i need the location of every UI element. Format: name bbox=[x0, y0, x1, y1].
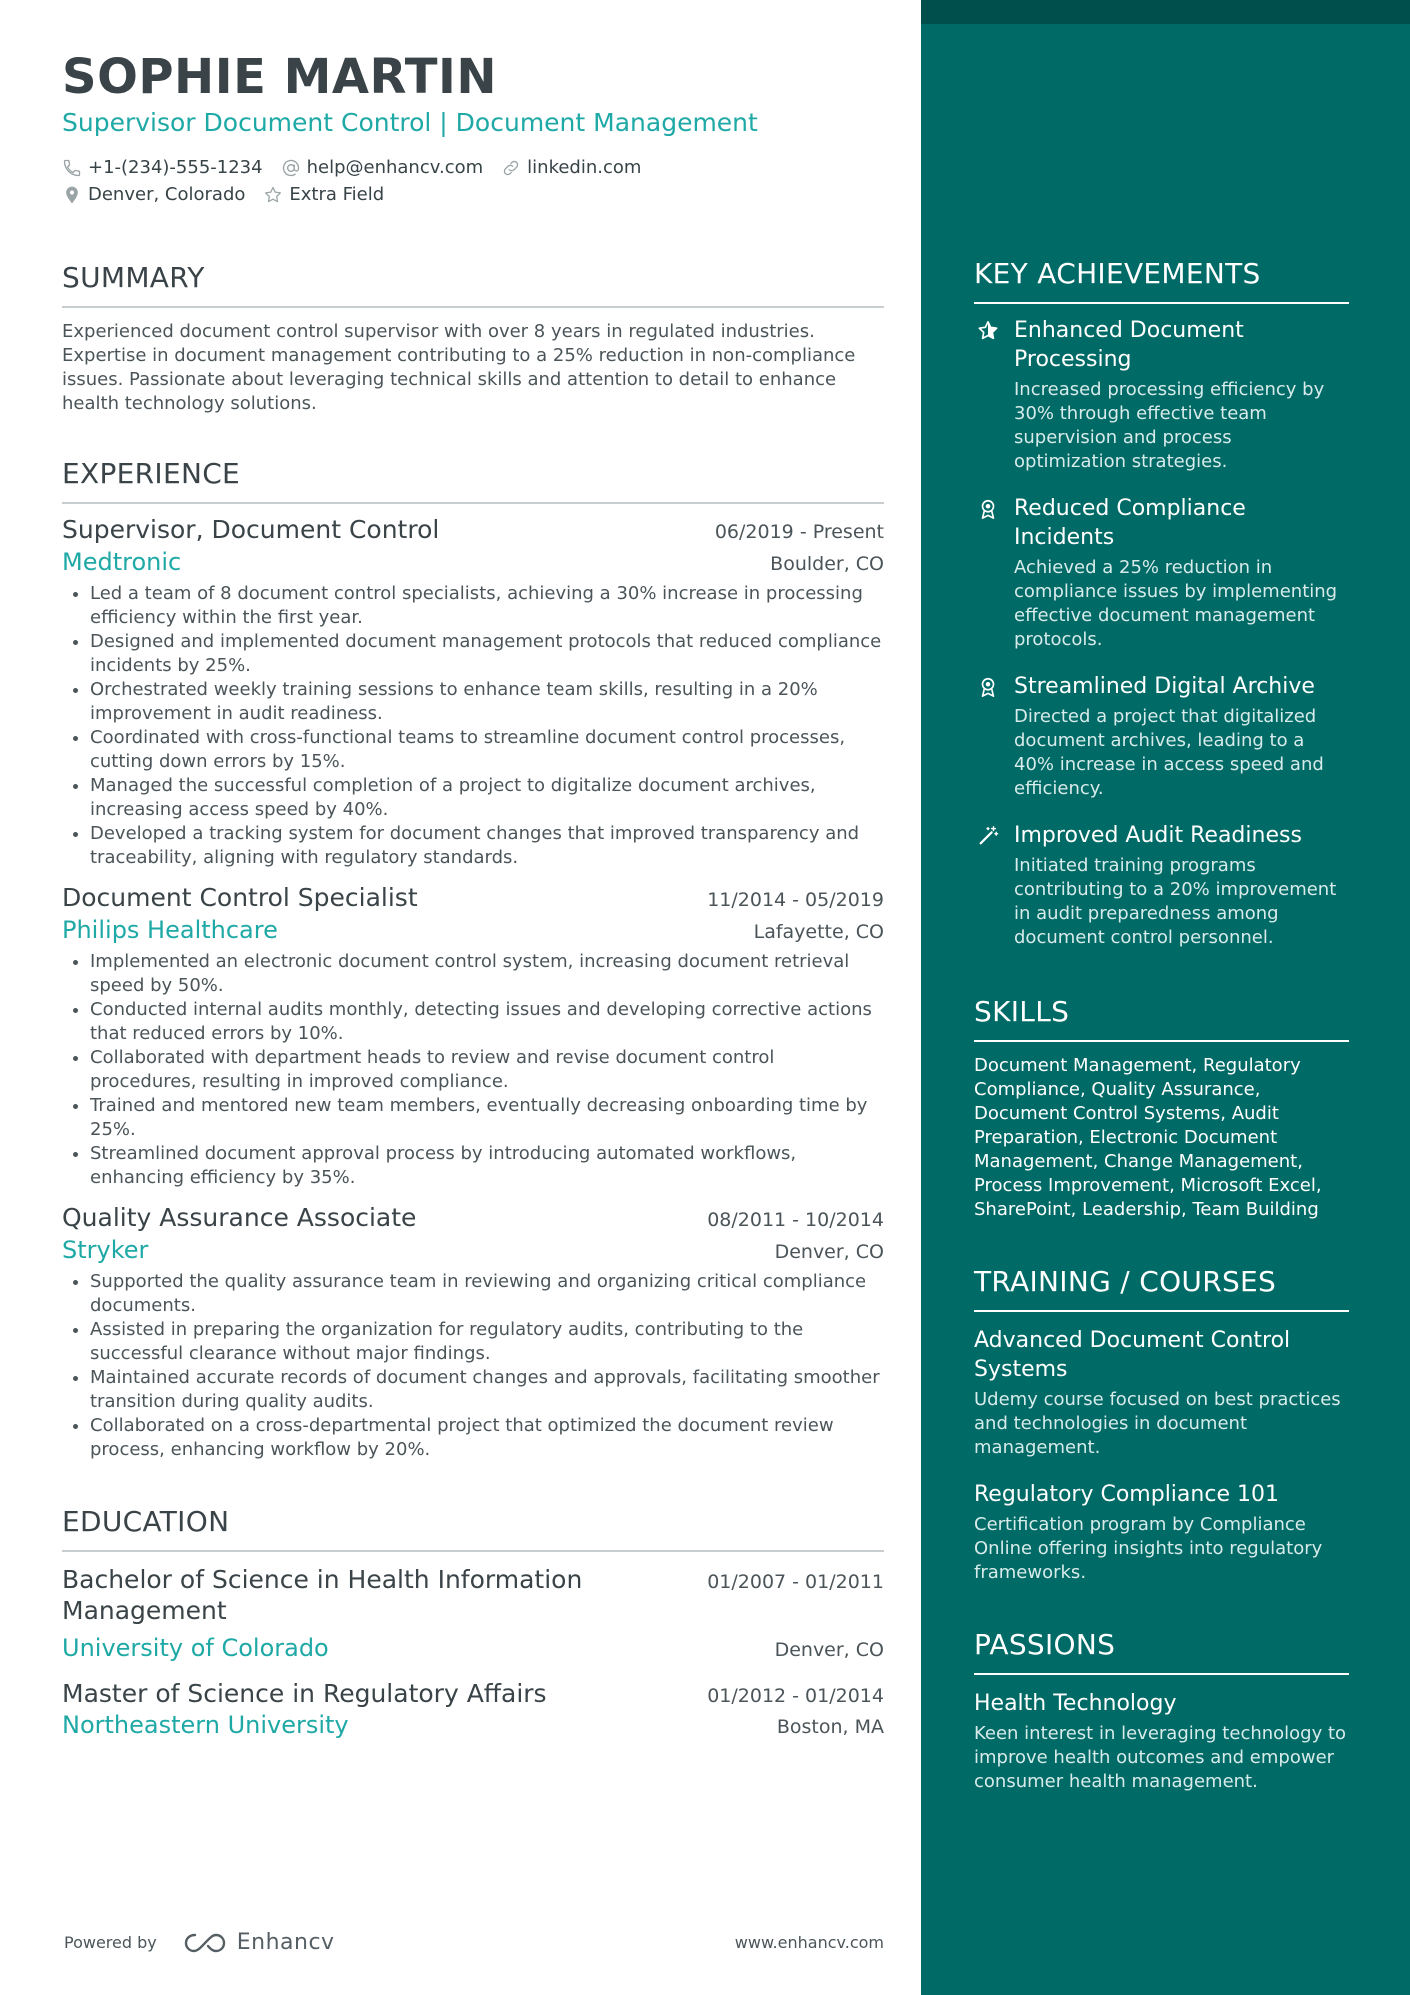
location-pin-icon bbox=[62, 185, 82, 205]
summary-section bbox=[62, 260, 884, 416]
section-divider bbox=[62, 1550, 884, 1552]
job-entry bbox=[62, 514, 884, 870]
award-icon bbox=[974, 494, 1002, 522]
achievement-item bbox=[974, 494, 1349, 652]
degree-title: Master of Science in Regulatory Affairs bbox=[62, 1679, 547, 1708]
achievement-item bbox=[974, 821, 1349, 950]
bullet-item: • Designed and implemented document management protocols that reduced compliance incidents by 25%. bbox=[90, 630, 884, 678]
job-company: Philips Healthcare bbox=[62, 916, 278, 944]
education-title: EDUCATION bbox=[62, 1505, 230, 1538]
job-bullets bbox=[62, 950, 884, 1190]
job-title: Supervisor, Document Control bbox=[62, 515, 440, 544]
contact-info bbox=[62, 154, 884, 208]
candidate-role: Supervisor Document Control | Document Management bbox=[62, 108, 758, 137]
phone-icon bbox=[62, 158, 82, 178]
job-location: Lafayette, CO bbox=[753, 921, 884, 943]
enhancv-logo-icon bbox=[183, 1931, 229, 1955]
passion-heading: Health Technology bbox=[974, 1691, 1177, 1716]
section-divider bbox=[974, 302, 1349, 304]
summary-text: Experienced document control supervisor with over 8 years in regulated industries. Expertise in document management contributing to a 25% reduction in non-compliance issues. Passionate about leveraging technical skills and attention to detail to enhance health technology solutions. bbox=[62, 321, 856, 414]
passions-title: PASSIONS bbox=[974, 1628, 1116, 1661]
course-item bbox=[974, 1480, 1349, 1585]
powered-by bbox=[64, 1930, 335, 1955]
education-dates: 01/2007 - 01/2011 bbox=[707, 1571, 884, 1593]
bullet-item: • Led a team of 8 document control specialists, achieving a 30% increase in processing efficiency within the first year. bbox=[90, 582, 884, 630]
powered-by-label: Powered by bbox=[64, 1933, 157, 1952]
section-divider bbox=[974, 1310, 1349, 1312]
job-title: Quality Assurance Associate bbox=[62, 1203, 417, 1232]
achievement-heading: Reduced Compliance Incidents bbox=[1014, 496, 1246, 550]
bullet-item: • Maintained accurate records of document changes and approvals, facilitating smoother transition during quality audits. bbox=[90, 1366, 884, 1414]
section-divider bbox=[974, 1673, 1349, 1675]
course-heading: Advanced Document Control Systems bbox=[974, 1328, 1291, 1382]
main-column bbox=[62, 48, 884, 1741]
job-company: Medtronic bbox=[62, 548, 182, 576]
school-location: Denver, CO bbox=[774, 1639, 884, 1661]
achievement-heading: Improved Audit Readiness bbox=[1014, 823, 1302, 848]
sidebar-top-band bbox=[921, 0, 1410, 24]
bullet-item: • Supported the quality assurance team in reviewing and organizing critical compliance documents. bbox=[90, 1270, 884, 1318]
magic-wand-icon bbox=[974, 821, 1002, 849]
education-entry bbox=[62, 1564, 884, 1664]
at-icon bbox=[281, 158, 301, 178]
job-location: Boulder, CO bbox=[770, 553, 884, 575]
passions-section bbox=[974, 1627, 1349, 1794]
course-text: Udemy course focused on best practices and technologies in document management. bbox=[974, 1389, 1341, 1458]
section-divider bbox=[62, 502, 884, 504]
education-dates: 01/2012 - 01/2014 bbox=[707, 1685, 884, 1707]
course-heading: Regulatory Compliance 101 bbox=[974, 1482, 1279, 1507]
achievement-text: Initiated training programs contributing to a 20% improvement in audit preparedness among document control personnel. bbox=[1014, 855, 1337, 948]
achievement-heading: Streamlined Digital Archive bbox=[1014, 674, 1315, 699]
school-name: University of Colorado bbox=[62, 1634, 329, 1662]
training-title: TRAINING / COURSES bbox=[974, 1265, 1277, 1298]
job-title: Document Control Specialist bbox=[62, 883, 418, 912]
passion-item bbox=[974, 1689, 1349, 1794]
bullet-item: • Collaborated with department heads to review and revise document control procedures, resulting in improved compliance. bbox=[90, 1046, 884, 1094]
bullet-item: • Implemented an electronic document control system, increasing document retrieval speed by 50%. bbox=[90, 950, 884, 998]
bullet-item: • Managed the successful completion of a project to digitalize document archives, increasing access speed by 40%. bbox=[90, 774, 884, 822]
location-text: Denver, Colorado bbox=[88, 184, 246, 205]
achievement-item bbox=[974, 316, 1349, 474]
linkedin-text: linkedin.com bbox=[527, 157, 642, 178]
star-icon bbox=[974, 316, 1002, 344]
bullet-item: • Conducted internal audits monthly, detecting issues and developing corrective actions that reduced errors by 10%. bbox=[90, 998, 884, 1046]
job-entry bbox=[62, 882, 884, 1190]
achievement-text: Increased processing efficiency by 30% through effective team supervision and process optimization strategies. bbox=[1014, 379, 1325, 472]
brand-name: Enhancv bbox=[236, 1930, 335, 1955]
brand-logo[interactable] bbox=[183, 1930, 335, 1955]
course-item bbox=[974, 1326, 1349, 1460]
bullet-item: • Trained and mentored new team members, eventually decreasing onboarding time by 25%. bbox=[90, 1094, 884, 1142]
school-location: Boston, MA bbox=[776, 1716, 884, 1738]
link-icon bbox=[501, 158, 521, 178]
achievement-item bbox=[974, 672, 1349, 801]
bullet-item: • Assisted in preparing the organization for regulatory audits, contributing to the successful clearance without major findings. bbox=[90, 1318, 884, 1366]
job-dates: 06/2019 - Present bbox=[714, 521, 884, 543]
summary-title: SUMMARY bbox=[62, 261, 205, 294]
job-location: Denver, CO bbox=[774, 1241, 884, 1263]
phone-text: +1-(234)-555-1234 bbox=[88, 157, 263, 178]
star-outline-icon bbox=[263, 185, 283, 205]
skills-section bbox=[974, 994, 1349, 1222]
award-icon bbox=[974, 672, 1002, 700]
achievements-title: KEY ACHIEVEMENTS bbox=[974, 257, 1261, 290]
achievement-text: Achieved a 25% reduction in compliance issues by implementing effective document management protocols. bbox=[1014, 557, 1338, 650]
job-entry bbox=[62, 1202, 884, 1462]
bullet-item: • Developed a tracking system for document changes that improved transparency and traceability, aligning with regulatory standards. bbox=[90, 822, 884, 870]
achievement-text: Directed a project that digitalized document archives, leading to a 40% increase in access speed and efficiency. bbox=[1014, 706, 1324, 799]
bullet-item: • Orchestrated weekly training sessions to enhance team skills, resulting in a 20% improvement in audit readiness. bbox=[90, 678, 884, 726]
job-bullets bbox=[62, 1270, 884, 1462]
bullet-item: • Coordinated with cross-functional teams to streamline document control processes, cutting down errors by 15%. bbox=[90, 726, 884, 774]
contact-email[interactable] bbox=[281, 157, 484, 178]
school-name: Northeastern University bbox=[62, 1711, 349, 1739]
experience-section bbox=[62, 456, 884, 1462]
bullet-item: • Collaborated on a cross-departmental project that optimized the document review process, enhancing workflow by 20%. bbox=[90, 1414, 884, 1462]
contact-linkedin[interactable] bbox=[501, 157, 641, 178]
extra-text: Extra Field bbox=[289, 184, 385, 205]
skills-title: SKILLS bbox=[974, 995, 1070, 1028]
job-company: Stryker bbox=[62, 1236, 149, 1264]
contact-phone[interactable] bbox=[62, 157, 263, 178]
experience-title: EXPERIENCE bbox=[62, 457, 241, 490]
contact-extra bbox=[263, 184, 384, 205]
section-divider bbox=[62, 306, 884, 308]
skills-text: Document Management, Regulatory Compliance, Quality Assurance, Document Control Systems, Audit Preparation, Electronic Document Management, Change Management, Process Improvement, Microsoft Excel, SharePoint, Leadership, Team Building bbox=[974, 1055, 1322, 1220]
achievement-heading: Enhanced Document Processing bbox=[1014, 318, 1244, 372]
degree-title: Bachelor of Science in Health Information Management bbox=[62, 1565, 583, 1625]
job-dates: 11/2014 - 05/2019 bbox=[707, 889, 884, 911]
training-section bbox=[974, 1264, 1349, 1585]
contact-location bbox=[62, 184, 245, 205]
achievements-section bbox=[974, 256, 1349, 1794]
bullet-item: • Streamlined document approval process by introducing automated workflows, enhancing efficiency by 35%. bbox=[90, 1142, 884, 1190]
footer bbox=[64, 1930, 884, 1955]
course-text: Certification program by Compliance Online offering insights into regulatory frameworks. bbox=[974, 1514, 1323, 1583]
email-text: help@enhancv.com bbox=[306, 157, 484, 178]
website-link[interactable]: www.enhancv.com bbox=[734, 1933, 884, 1952]
education-section bbox=[62, 1504, 884, 1741]
section-divider bbox=[974, 1040, 1349, 1042]
job-dates: 08/2011 - 10/2014 bbox=[707, 1209, 884, 1231]
candidate-name: SOPHIE MARTIN bbox=[62, 49, 498, 105]
passion-text: Keen interest in leveraging technology to improve health outcomes and empower consumer health management. bbox=[974, 1723, 1347, 1792]
education-entry bbox=[62, 1678, 884, 1741]
job-bullets bbox=[62, 582, 884, 870]
